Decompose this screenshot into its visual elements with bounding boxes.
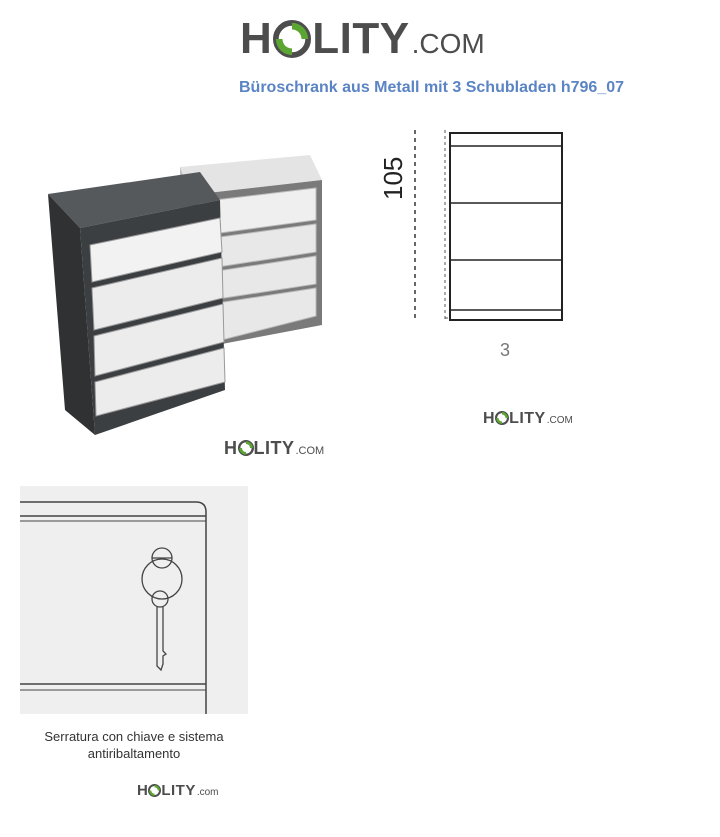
logo-text-lity: LITY [253,438,295,458]
logo-text-domain: .COM [295,445,325,457]
logo-text-domain: .COM [411,28,485,59]
lock-detail-image [20,486,248,714]
holity-o-icon [148,782,161,795]
detail-brand-logo [137,782,219,799]
dark-cabinet [48,172,225,435]
holity-o-icon [272,15,312,53]
brand-logo[interactable] [240,14,485,64]
logo-text-lity: LITY [312,14,410,63]
photo-brand-logo [224,438,324,459]
height-dimension-label: 105 [378,156,408,200]
holity-o-icon [238,438,254,454]
product-title: Büroschrank aus Metall mit 3 Schubladen h796_07 [239,79,625,96]
detail-caption-line1: Serratura con chiave e sistema [44,729,224,744]
logo-text-h: H [137,782,149,799]
logo-text-domain: .com [196,787,219,798]
product-photo [40,150,340,440]
logo-text-h: H [224,438,238,458]
logo-text-h: H [483,410,496,427]
detail-caption-line2: antiribaltamento [87,746,181,761]
logo-text-h: H [240,14,273,63]
logo-text-lity: LITY [161,782,196,799]
logo-text-domain: .COM [546,415,573,426]
detail-caption [20,728,248,762]
logo-text-lity: LITY [509,410,546,427]
depth-dimension-label: 3 [500,340,511,360]
holity-o-icon [495,409,509,423]
drawing-brand-logo [483,409,573,428]
